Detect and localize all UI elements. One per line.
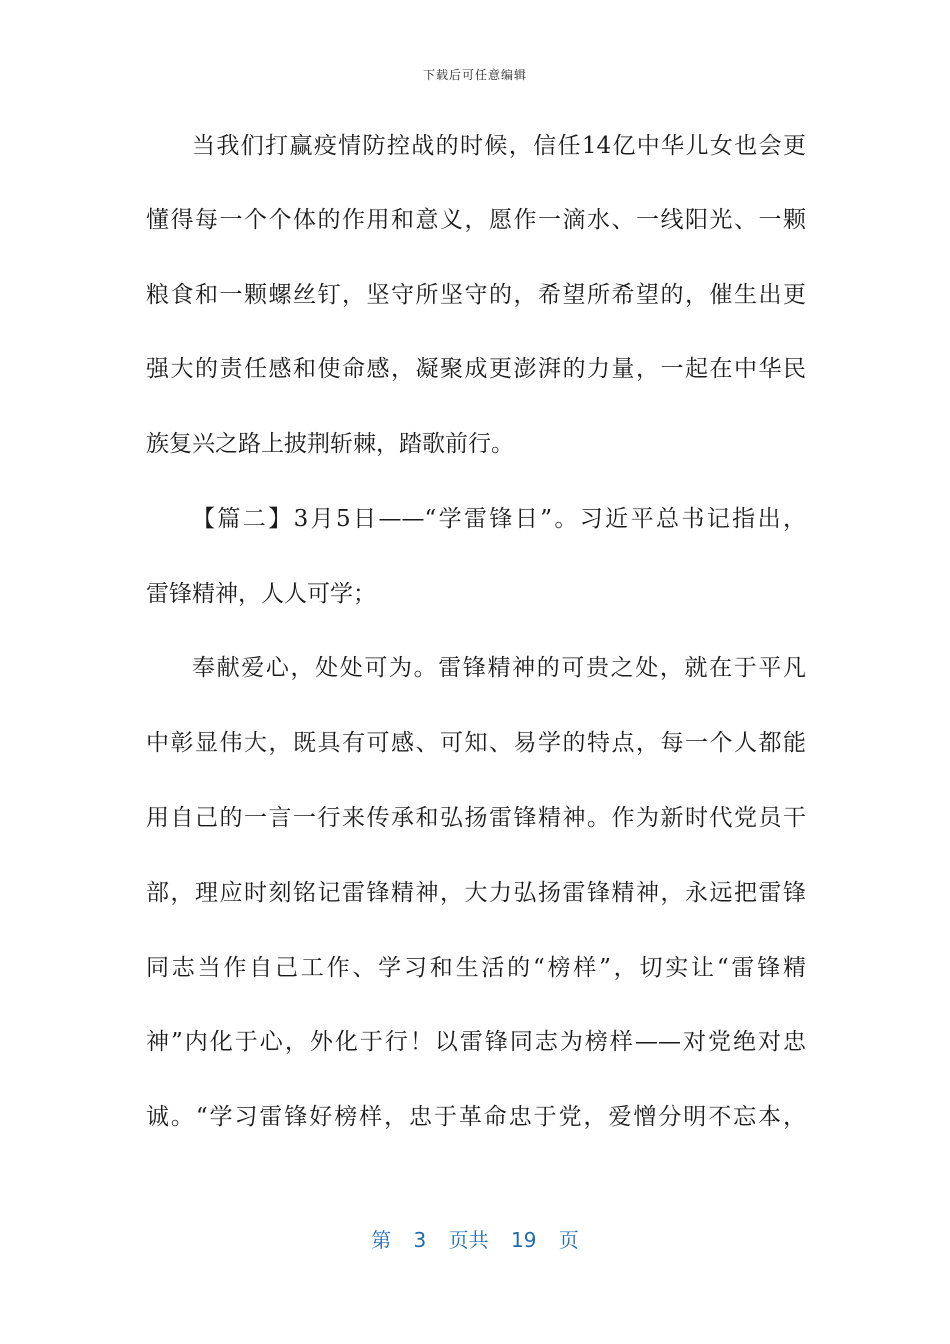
- section-heading-line: 【篇二】3月5日——“学雷锋日”。习近平总书记指出，: [192, 506, 806, 532]
- text-line: 族复兴之路上披荆斩棘，踏歌前行。: [146, 431, 514, 457]
- footer-middle: 页共: [448, 1228, 489, 1252]
- text-line: 粮食和一颗螺丝钉，坚守所坚守的，希望所希望的，催生出更: [146, 282, 806, 308]
- text-line: 神”内化于心，外化于行！以雷锋同志为榜样——对党绝对忠: [146, 1029, 806, 1055]
- text-line: 用自己的一言一行来传承和弘扬雷锋精神。作为新时代党员干: [146, 805, 806, 831]
- text-line: 强大的责任感和使命感，凝聚成更澎湃的力量，一起在中华民: [146, 356, 806, 382]
- page-number-footer: [0, 1224, 950, 1253]
- text-line: 部，理应时刻铭记雷锋精神，大力弘扬雷锋精神，永远把雷锋: [146, 880, 806, 906]
- text-line: 当我们打赢疫情防控战的时候，信任14亿中华儿女也会更: [192, 133, 806, 159]
- current-page-number: 3: [413, 1228, 427, 1252]
- footer-suffix: 页: [558, 1228, 579, 1252]
- text-line: 同志当作自己工作、学习和生活的“榜样”，切实让“雷锋精: [146, 955, 806, 981]
- footer-prefix: 第: [371, 1228, 392, 1252]
- text-line: 奉献爱心，处处可为。雷锋精神的可贵之处，就在于平凡: [192, 655, 806, 681]
- total-pages-number: 19: [511, 1228, 537, 1252]
- text-line: 雷锋精神，人人可学；: [146, 581, 376, 607]
- text-line: 懂得每一个个体的作用和意义，愿作一滴水、一线阳光、一颗: [146, 207, 806, 233]
- text-line: 中彰显伟大，既具有可感、可知、易学的特点，每一个人都能: [146, 730, 806, 756]
- text-line: 诚。“学习雷锋好榜样，忠于革命忠于党，爱憎分明不忘本，: [146, 1104, 806, 1130]
- page-header-note: 下载后可任意编辑: [422, 68, 527, 82]
